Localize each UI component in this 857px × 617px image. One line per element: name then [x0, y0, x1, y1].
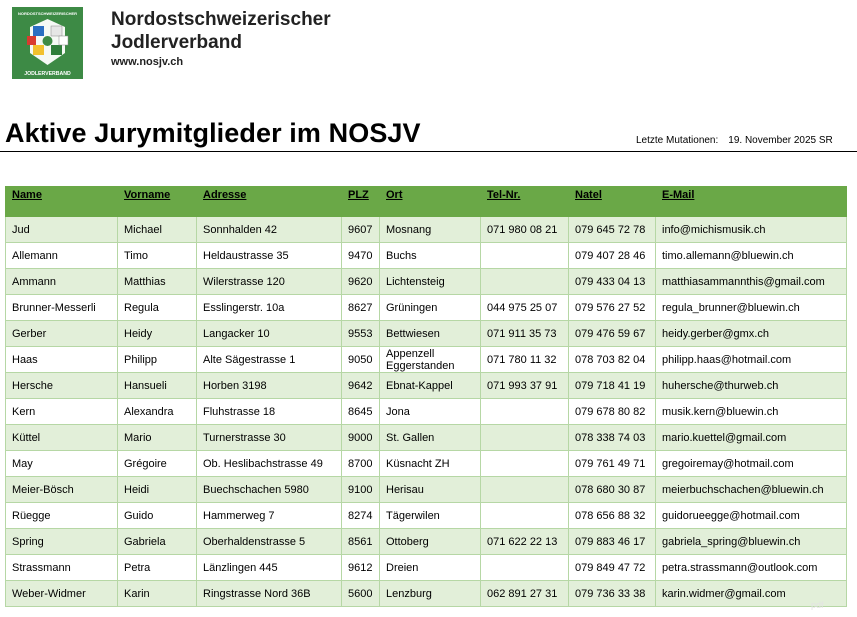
organization-header: [111, 8, 331, 68]
cell-vorname: Michael: [118, 217, 197, 243]
cell-adresse: Langacker 10: [197, 321, 342, 347]
cell-plz: 9607: [342, 217, 380, 243]
cell-plz: 9553: [342, 321, 380, 347]
table-row: [6, 243, 847, 269]
cell-natel: 079 736 33 38: [569, 581, 656, 607]
cell-tel: 071 980 08 21: [481, 217, 569, 243]
cell-tel: [481, 477, 569, 503]
table-row: [6, 347, 847, 373]
jury-members-table: [5, 186, 847, 607]
cell-vorname: Hansueli: [118, 373, 197, 399]
column-header-natel: Natel: [569, 187, 656, 217]
cell-natel: 079 761 49 71: [569, 451, 656, 477]
cell-email[interactable]: petra.strassmann@outlook.com: [656, 555, 847, 581]
cell-natel: 078 680 30 87: [569, 477, 656, 503]
cell-email[interactable]: gregoiremay@hotmail.com: [656, 451, 847, 477]
cell-ort: Grüningen: [380, 295, 481, 321]
column-header-vorname: Vorname: [118, 187, 197, 217]
table-row: [6, 555, 847, 581]
cell-natel: 079 849 47 72: [569, 555, 656, 581]
column-header-ort: Ort: [380, 187, 481, 217]
cell-name: Hersche: [6, 373, 118, 399]
table-row: [6, 269, 847, 295]
cell-ort: Appenzell Eggerstanden: [380, 347, 481, 373]
table-row: [6, 503, 847, 529]
cell-name: Ammann: [6, 269, 118, 295]
cell-tel: 071 911 35 73: [481, 321, 569, 347]
cell-tel: 071 622 22 13: [481, 529, 569, 555]
cell-plz: 8645: [342, 399, 380, 425]
table-row: [6, 373, 847, 399]
cell-tel: 062 891 27 31: [481, 581, 569, 607]
cell-ort: Tägerwilen: [380, 503, 481, 529]
cell-adresse: Heldaustrasse 35: [197, 243, 342, 269]
organization-url: www.nosjv.ch: [111, 56, 184, 68]
cell-tel: [481, 399, 569, 425]
cell-name: Rüegge: [6, 503, 118, 529]
cell-vorname: Mario: [118, 425, 197, 451]
cell-adresse: Fluhstrasse 18: [197, 399, 342, 425]
cell-plz: 9612: [342, 555, 380, 581]
cell-name: Meier-Bösch: [6, 477, 118, 503]
cell-tel: [481, 425, 569, 451]
cell-tel: 071 993 37 91: [481, 373, 569, 399]
cell-vorname: Regula: [118, 295, 197, 321]
cell-email[interactable]: musik.kern@bluewin.ch: [656, 399, 847, 425]
cell-vorname: Heidy: [118, 321, 197, 347]
cell-name: May: [6, 451, 118, 477]
cell-email[interactable]: info@michismusik.ch: [656, 217, 847, 243]
cell-ort: Herisau: [380, 477, 481, 503]
cell-ort: Dreien: [380, 555, 481, 581]
cell-email[interactable]: huhersche@thurweb.ch: [656, 373, 847, 399]
svg-text:JODLERVERBAND: JODLERVERBAND: [24, 71, 71, 77]
table-row: [6, 399, 847, 425]
cell-vorname: Heidi: [118, 477, 197, 503]
cell-name: Haas: [6, 347, 118, 373]
cell-ort: Jona: [380, 399, 481, 425]
cell-adresse: Horben 3198: [197, 373, 342, 399]
cell-name: Küttel: [6, 425, 118, 451]
cell-name: Brunner-Messerli: [6, 295, 118, 321]
cell-tel: [481, 243, 569, 269]
title-divider: [0, 151, 857, 152]
cell-tel: [481, 451, 569, 477]
last-mutation-value: 19. November 2025 SR: [728, 135, 833, 146]
cell-ort: Ottoberg: [380, 529, 481, 555]
organization-name-line1: Nordostschweizerischer: [111, 9, 331, 30]
cell-plz: 9470: [342, 243, 380, 269]
cell-vorname: Matthias: [118, 269, 197, 295]
cell-natel: 079 576 27 52: [569, 295, 656, 321]
cell-plz: 5600: [342, 581, 380, 607]
cell-email[interactable]: karin.widmer@gmail.com: [656, 581, 847, 607]
table-body: [6, 217, 847, 607]
column-header-email: E-Mail: [656, 187, 847, 217]
cell-name: Kern: [6, 399, 118, 425]
page-title: Aktive Jurymitglieder im NOSJV: [5, 118, 421, 148]
cell-natel: 078 656 88 32: [569, 503, 656, 529]
cell-email[interactable]: guidorueegge@hotmail.com: [656, 503, 847, 529]
cell-tel: [481, 555, 569, 581]
cell-ort: Küsnacht ZH: [380, 451, 481, 477]
cell-adresse: Turnerstrasse 30: [197, 425, 342, 451]
column-header-plz: PLZ: [342, 187, 380, 217]
cell-adresse: Buechschachen 5980: [197, 477, 342, 503]
cell-natel: 079 476 59 67: [569, 321, 656, 347]
cell-tel: 071 780 11 32: [481, 347, 569, 373]
cell-tel: [481, 503, 569, 529]
cell-natel: 079 407 28 46: [569, 243, 656, 269]
table-header-row: [6, 187, 847, 217]
column-header-name: Name: [6, 187, 118, 217]
cell-plz: 9620: [342, 269, 380, 295]
cell-name: Gerber: [6, 321, 118, 347]
cell-adresse: Ringstrasse Nord 36B: [197, 581, 342, 607]
cell-adresse: Hammerweg 7: [197, 503, 342, 529]
cell-plz: 9000: [342, 425, 380, 451]
watermark: pdf: [811, 600, 824, 610]
cell-name: Allemann: [6, 243, 118, 269]
cell-vorname: Gabriela: [118, 529, 197, 555]
table-row: [6, 295, 847, 321]
column-header-adresse: Adresse: [197, 187, 342, 217]
cell-email[interactable]: philipp.haas@hotmail.com: [656, 347, 847, 373]
organization-name-line2: Jodlerverband: [111, 32, 242, 53]
last-mutation-info: [636, 135, 833, 146]
cell-ort: Mosnang: [380, 217, 481, 243]
cell-email[interactable]: regula_brunner@bluewin.ch: [656, 295, 847, 321]
table-row: [6, 477, 847, 503]
cell-adresse: Sonnhalden 42: [197, 217, 342, 243]
cell-adresse: Esslingerstr. 10a: [197, 295, 342, 321]
cell-ort: Lichtensteig: [380, 269, 481, 295]
cell-adresse: Länzlingen 445: [197, 555, 342, 581]
cell-adresse: Ob. Heslibachstrasse 49: [197, 451, 342, 477]
cell-vorname: Karin: [118, 581, 197, 607]
cell-ort: Ebnat-Kappel: [380, 373, 481, 399]
cell-email[interactable]: meierbuchschachen@bluewin.ch: [656, 477, 847, 503]
cell-natel: 079 645 72 78: [569, 217, 656, 243]
table-row: [6, 321, 847, 347]
cell-vorname: Timo: [118, 243, 197, 269]
cell-plz: 9642: [342, 373, 380, 399]
column-header-tel: Tel-Nr.: [481, 187, 569, 217]
cell-vorname: Grégoire: [118, 451, 197, 477]
cell-adresse: Alte Sägestrasse 1: [197, 347, 342, 373]
cell-ort: St. Gallen: [380, 425, 481, 451]
cell-plz: 9100: [342, 477, 380, 503]
cell-email[interactable]: heidy.gerber@gmx.ch: [656, 321, 847, 347]
cell-email[interactable]: matthiasammannthis@gmail.com: [656, 269, 847, 295]
cell-ort: Lenzburg: [380, 581, 481, 607]
nosjv-logo: [12, 7, 83, 79]
cell-plz: 9050: [342, 347, 380, 373]
table-row: [6, 581, 847, 607]
cell-natel: 078 703 82 04: [569, 347, 656, 373]
cell-email[interactable]: mario.kuettel@gmail.com: [656, 425, 847, 451]
cell-plz: 8700: [342, 451, 380, 477]
cell-adresse: Wilerstrasse 120: [197, 269, 342, 295]
cell-email[interactable]: gabriela_spring@bluewin.ch: [656, 529, 847, 555]
cell-ort: Buchs: [380, 243, 481, 269]
cell-natel: 079 433 04 13: [569, 269, 656, 295]
cell-vorname: Guido: [118, 503, 197, 529]
cell-natel: 078 338 74 03: [569, 425, 656, 451]
cell-adresse: Oberhaldenstrasse 5: [197, 529, 342, 555]
table-row: [6, 451, 847, 477]
table-row: [6, 529, 847, 555]
cell-name: Weber-Widmer: [6, 581, 118, 607]
cell-plz: 8627: [342, 295, 380, 321]
table-row: [6, 217, 847, 243]
svg-text:NORDOSTSCHWEIZERISCHER: NORDOSTSCHWEIZERISCHER: [17, 11, 78, 16]
cell-plz: 8561: [342, 529, 380, 555]
cell-tel: [481, 269, 569, 295]
cell-vorname: Alexandra: [118, 399, 197, 425]
cell-vorname: Philipp: [118, 347, 197, 373]
last-mutation-label: Letzte Mutationen:: [636, 135, 719, 146]
cell-name: Jud: [6, 217, 118, 243]
cell-natel: 079 678 80 82: [569, 399, 656, 425]
cell-vorname: Petra: [118, 555, 197, 581]
cell-name: Spring: [6, 529, 118, 555]
cell-plz: 8274: [342, 503, 380, 529]
table-row: [6, 425, 847, 451]
cell-natel: 079 883 46 17: [569, 529, 656, 555]
cell-tel: 044 975 25 07: [481, 295, 569, 321]
cell-natel: 079 718 41 19: [569, 373, 656, 399]
cell-email[interactable]: timo.allemann@bluewin.ch: [656, 243, 847, 269]
cell-ort: Bettwiesen: [380, 321, 481, 347]
cell-name: Strassmann: [6, 555, 118, 581]
